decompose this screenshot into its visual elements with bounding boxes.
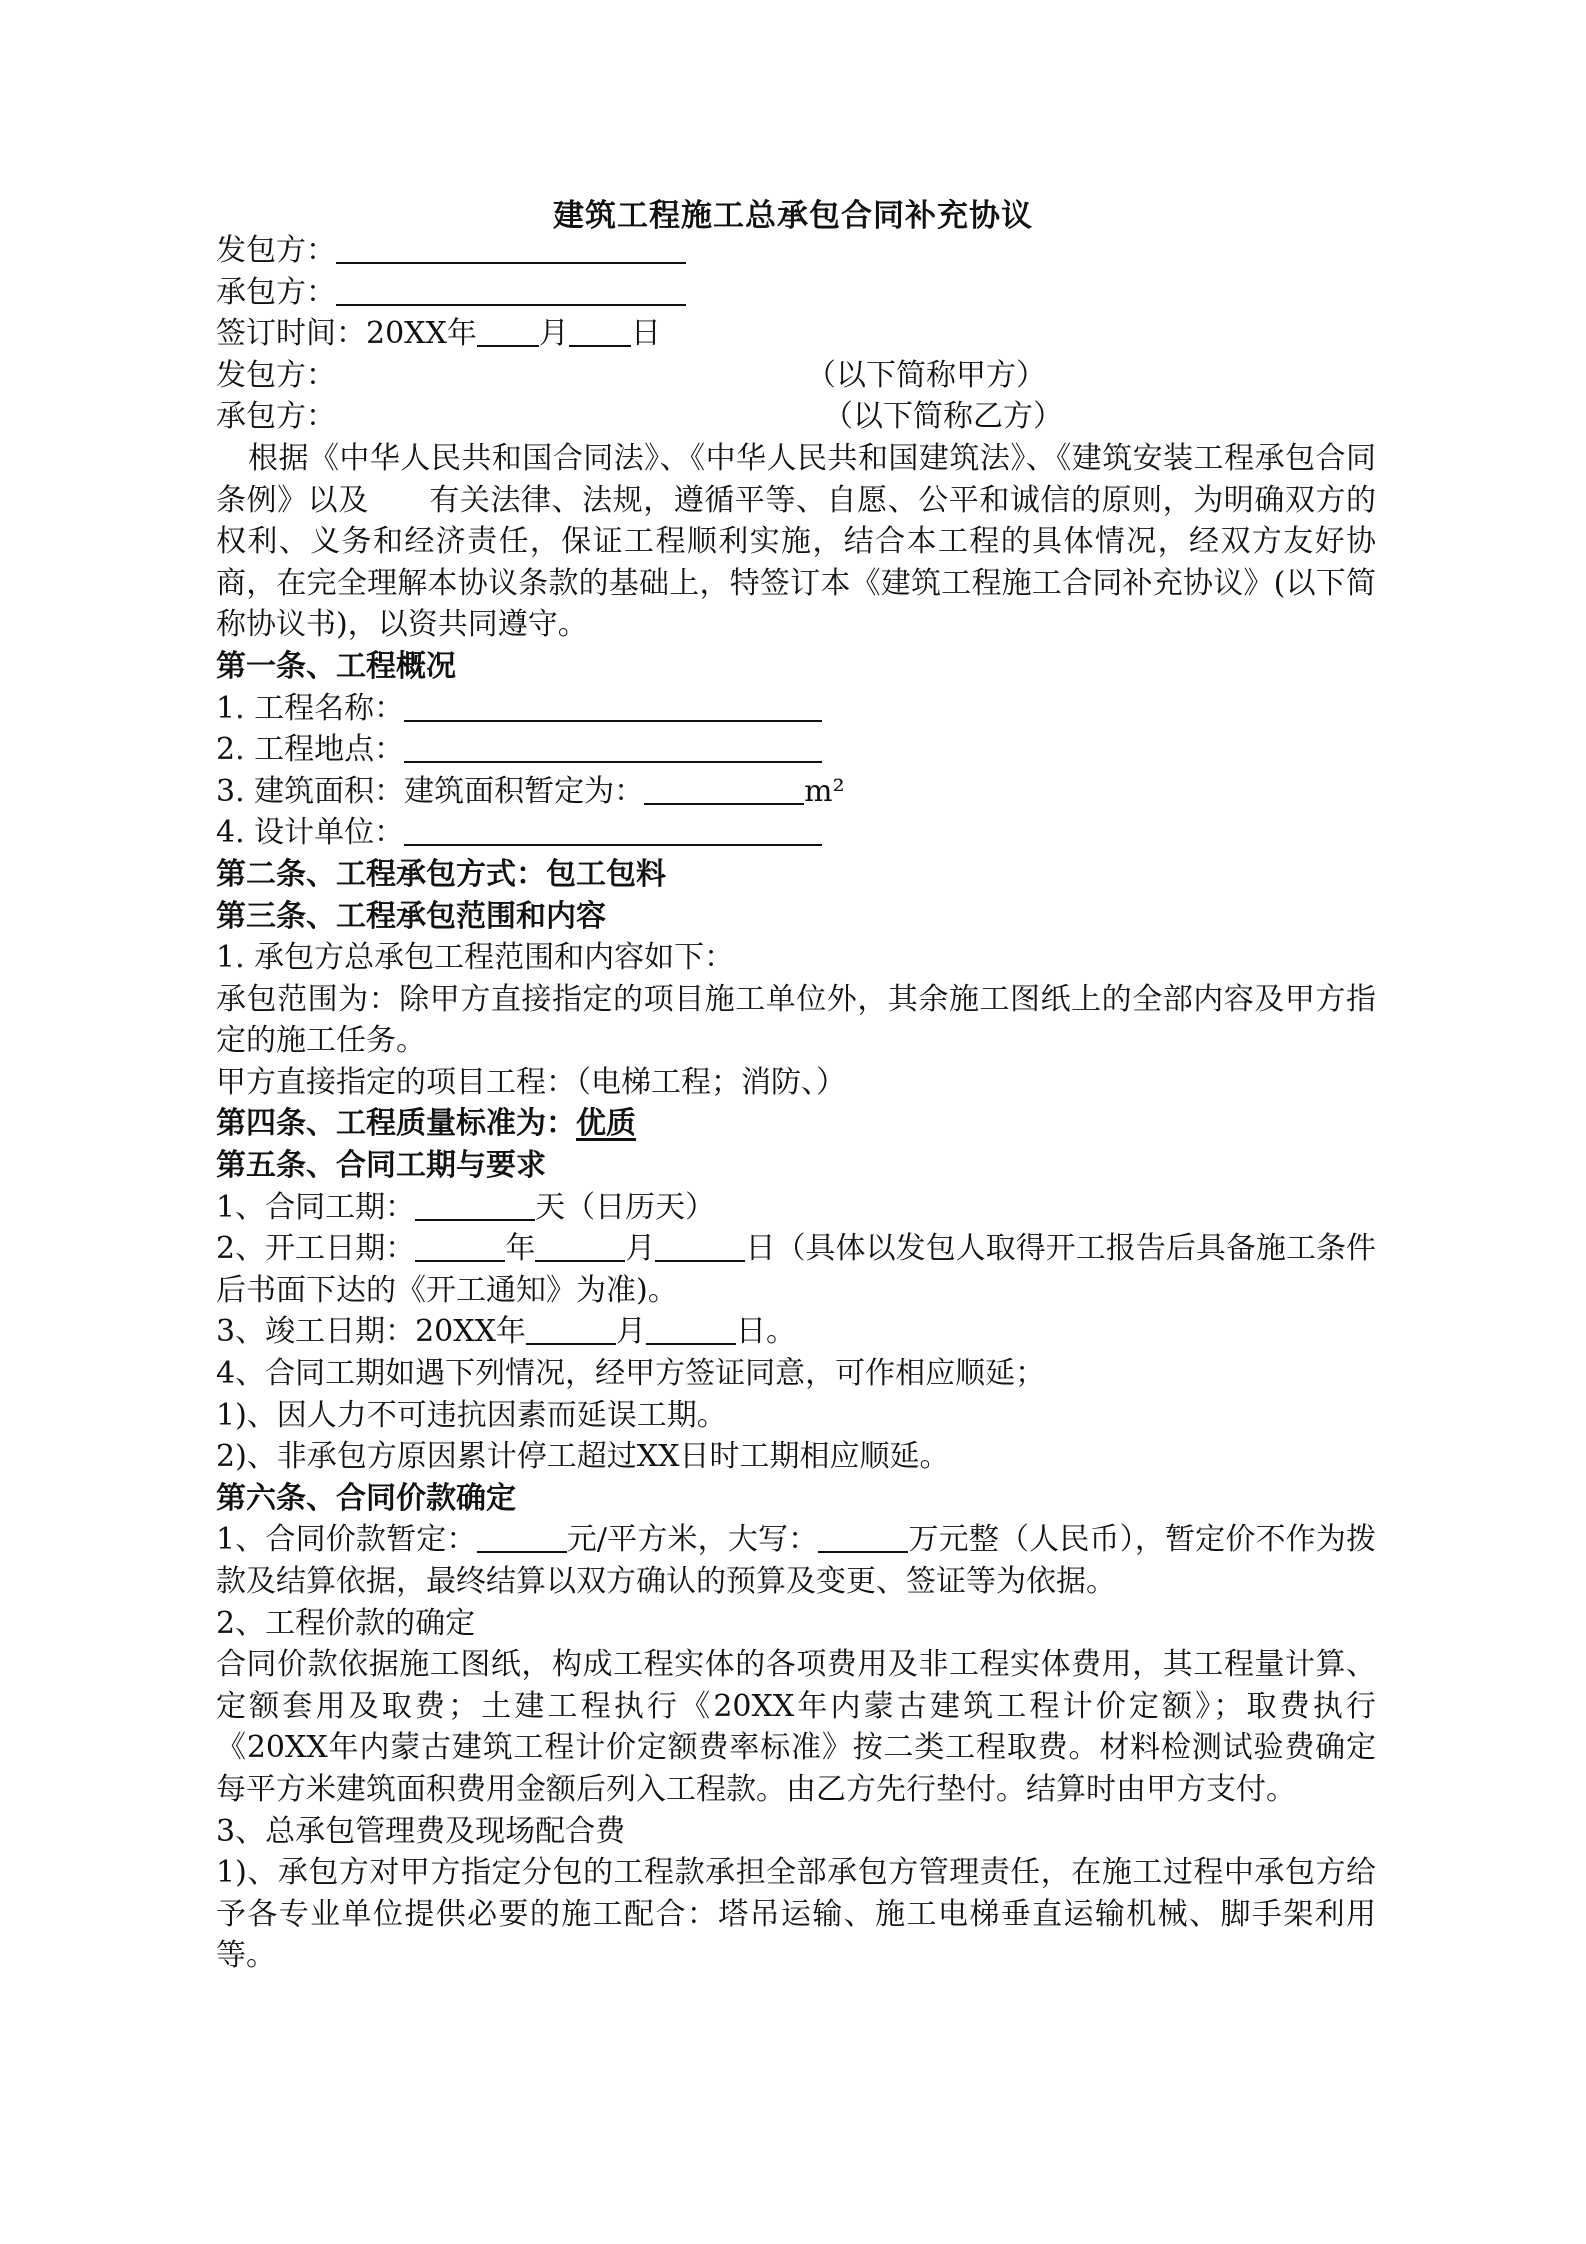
- quality-value: 优质: [576, 1106, 636, 1142]
- start-month-label: 月: [625, 1231, 656, 1267]
- quality-label: 第四条、工程质量标准为：: [216, 1106, 576, 1142]
- design-unit-blank[interactable]: [404, 814, 822, 846]
- completion-date-label: 3、竣工日期：20XX年: [216, 1314, 526, 1350]
- contract-period-unit: 天（日历天）: [535, 1189, 716, 1225]
- price-determination-heading: 2、工程价款的确定: [216, 1605, 476, 1641]
- extension-item-2: 2)、非承包方原因累计停工超过XX日时工期相应顺延。: [216, 1439, 950, 1475]
- employer-blank[interactable]: [336, 232, 686, 264]
- start-date-paragraph: [216, 1228, 1376, 1311]
- article-5-heading: 第五条、合同工期与要求: [216, 1148, 546, 1184]
- start-date-label: 2、开工日期：: [216, 1231, 416, 1267]
- start-year-label: 年: [505, 1231, 536, 1267]
- employer-label-2: 发包方：: [216, 357, 336, 393]
- contractor-line: [216, 272, 1376, 314]
- article-1-heading: 第一条、工程概况: [216, 648, 456, 684]
- article-4-heading: [216, 1103, 1376, 1145]
- contractor-alias: （以下简称乙方）: [823, 399, 1063, 435]
- preamble-part-2: 有关法律、法规，遵循平等、自愿、公平和诚信的原则，为明确双方的权利、义务和经济责任，保证工程顺利实施，结合本工程的具体情况，经双方友好协商，在完全理解本协议条款的基础上，特签订本《建筑工程施工合同补充协议》(以下简称协议书)，以资共同遵守。: [216, 482, 1377, 643]
- design-unit-line: [216, 812, 1376, 854]
- contract-period-blank[interactable]: [415, 1189, 535, 1221]
- completion-date-line: [216, 1311, 1376, 1353]
- designated-projects: 甲方直接指定的项目工程：（电梯工程；消防、）: [216, 1064, 846, 1100]
- completion-month-label: 月: [615, 1314, 646, 1350]
- document-title: 建筑工程施工总承包合同补充协议: [553, 198, 1033, 234]
- scope-paragraph: 承包范围为：除甲方直接指定的项目施工单位外，其余施工图纸上的全部内容及甲方指定的施工任务。: [216, 981, 1376, 1059]
- management-fee-paragraph: 1)、承包方对甲方指定分包的工程款承担全部承包方管理责任，在施工过程中承包方给予各专业单位提供必要的施工配合：塔吊运输、施工电梯垂直运输机械、脚手架利用等。: [216, 1855, 1376, 1974]
- unit-price-blank[interactable]: [477, 1521, 567, 1553]
- completion-month-blank[interactable]: [526, 1313, 616, 1345]
- project-location-line: [216, 729, 1376, 771]
- price-determination-paragraph: 合同价款依据施工图纸，构成工程实体的各项费用及非工程实体费用，其工程量计算、定额套用及取费；土建工程执行《20XX年内蒙古建筑工程计价定额》；取费执行《20XX年内蒙古建筑工程计价定额费率标准》按二类工程取费。材料检测试验费确定每平方米建筑面积费用金额后列入工程款。由乙方先行垫付。结算时由甲方支付。: [216, 1647, 1376, 1807]
- management-fee-heading: 3、总承包管理费及现场配合费: [216, 1813, 626, 1849]
- article-3-heading: 第三条、工程承包范围和内容: [216, 898, 606, 934]
- project-name-blank[interactable]: [404, 690, 822, 722]
- signing-month-blank[interactable]: [477, 315, 539, 347]
- signing-date-label: 签订时间：20XX年: [216, 316, 477, 352]
- preamble-part-1: 根据《中华人民共和国合同法》、《中华人民共和国建筑法》、《建筑安装工程承包合同条例》以及: [216, 440, 1376, 518]
- extension-item-1: 1)、因人力不可违抗因素而延误工期。: [216, 1397, 727, 1433]
- project-name-label: 1. 工程名称：: [216, 690, 405, 726]
- area-unit: m²: [804, 773, 845, 809]
- contract-period-label: 1、合同工期：: [216, 1189, 416, 1225]
- employer-alias-line: [216, 355, 1376, 397]
- contractor-blank[interactable]: [336, 274, 686, 306]
- article-2-heading: 第二条、工程承包方式：包工包料: [216, 856, 666, 892]
- amount-words-blank[interactable]: [818, 1521, 908, 1553]
- unit-price-label: 元/平方米，大写：: [566, 1522, 819, 1558]
- contractor-label: 承包方：: [216, 274, 336, 310]
- project-location-label: 2. 工程地点：: [216, 732, 405, 768]
- project-location-blank[interactable]: [404, 731, 822, 763]
- start-date-note: 日（具体以发包人取得开工报告后具备施工条件后书面下达的《开工通知》为准)。: [216, 1231, 1377, 1308]
- preamble-paragraph: [216, 438, 1376, 646]
- contract-price-note: 万元整（人民币），暂定价不作为拨款及结算依据，最终结算以双方确认的预算及变更、签证等为依据。: [216, 1522, 1376, 1599]
- start-year-blank[interactable]: [415, 1230, 505, 1262]
- building-area-label: 3. 建筑面积：建筑面积暂定为：: [216, 773, 645, 809]
- article-6-heading: 第六条、合同价款确定: [216, 1480, 516, 1516]
- contractor-alias-line: [216, 396, 1376, 438]
- scope-intro: 1. 承包方总承包工程范围和内容如下：: [216, 940, 735, 976]
- day-label: 日: [630, 316, 661, 352]
- start-day-blank[interactable]: [655, 1230, 745, 1262]
- signing-day-blank[interactable]: [569, 315, 631, 347]
- extension-clause: 4、合同工期如遇下列情况，经甲方签证同意，可作相应顺延；: [216, 1356, 1046, 1392]
- signing-date-line: [216, 313, 1376, 355]
- employer-label: 发包方：: [216, 233, 336, 268]
- completion-day-blank[interactable]: [646, 1313, 736, 1345]
- employer-line: [216, 230, 1376, 272]
- contract-price-paragraph: [216, 1519, 1376, 1602]
- completion-day-label: 日。: [735, 1314, 796, 1350]
- document-body: [216, 230, 1376, 1977]
- employer-alias: （以下简称甲方）: [806, 357, 1046, 393]
- contractor-label-2: 承包方：: [216, 399, 336, 435]
- month-label: 月: [538, 316, 569, 352]
- project-name-line: [216, 688, 1376, 730]
- building-area-line: [216, 771, 1376, 813]
- design-unit-label: 4. 设计单位：: [216, 815, 405, 851]
- contract-price-label: 1、合同价款暂定：: [216, 1522, 477, 1558]
- building-area-blank[interactable]: [644, 773, 804, 805]
- start-month-blank[interactable]: [535, 1230, 625, 1262]
- contract-period-line: [216, 1187, 1376, 1229]
